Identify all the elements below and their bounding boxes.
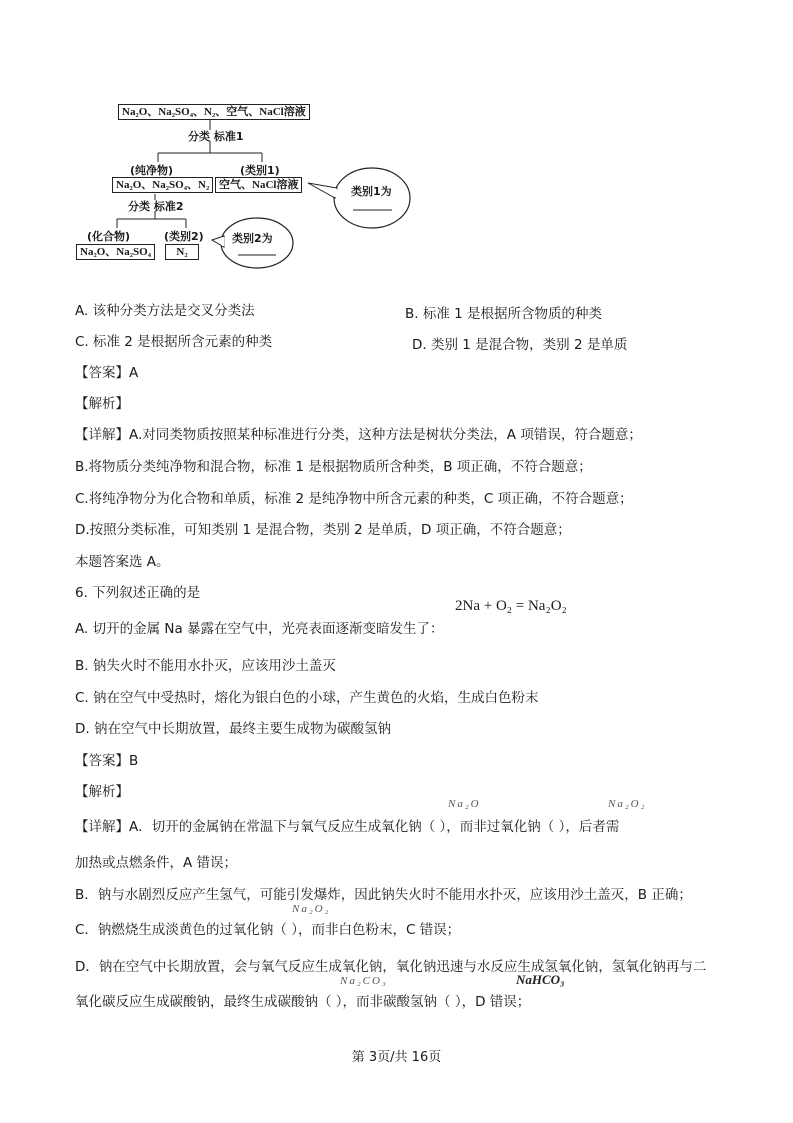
formula-na2o2-c: Na₂O₂ [292,903,331,915]
top-box: Na₂O、Na₂SO₄、N₂、空气、NaCl溶液 [118,104,310,120]
bubble1-text: 类别1为 [351,185,392,198]
q6-option-a: A. 切开的金属 Na 暴露在空气中，光亮表面逐渐变暗发生了： [75,621,444,637]
q6-equation: 2Na + O₂ = Na₂O₂ [455,598,567,614]
q6-detail-line-2: 加热或点燃条件，A 错误； [75,855,238,871]
category1-label: (类别1) [240,164,280,177]
q6-detail-line-5: D．钠在空气中长期放置，会与氧气反应生成氧化钠，氧化钠迅速与水反应生成氢氧化钠，氢氧化钠再与二 [75,959,707,975]
answer-tag: 【 答案 】 [75,753,129,769]
q6-detail-line-6: 氧化碳反应生成碳酸钠，最终生成碳酸钠（ ），而非碳酸氢钠（ ），D 错误； [75,994,531,1010]
q5-option-b: B. 标准 1 是根据所含物质的种类 [405,306,603,322]
q5-option-c: C. 标准 2 是根据所含元素的种类 [75,334,273,350]
q5-detail-line-2: B.将物质分类纯净物和混合物，标准 1 是根据物质所含种类，B 项正确，不符合题意； [75,459,592,475]
category2-box: N₂ [165,244,199,260]
standard1-label: 分类 标准1 [188,130,244,143]
q6-detail-line-4: C．钠燃烧生成淡黄色的过氧化钠（ ），而非白色粉末，C 错误； [75,922,461,938]
q6-option-c: C. 钠在空气中受热时，熔化为银白色的小球，产生黄色的火焰，生成白色粉末 [75,690,539,706]
q6-detail-line-1 [75,818,619,836]
q5-analysis [75,395,129,413]
pure-label: (纯净物) [130,164,174,177]
bubble2-text: 类别2为 [232,232,273,245]
answer-tag: 【 答案 】 [75,365,129,381]
q5-detail-line-3: C.将纯净物分为化合物和单质，标准 2 是纯净物中所含元素的种类，C 项正确，不符合题意； [75,491,633,507]
q6-analysis [75,783,129,801]
q6-option-d: D. 钠在空气中长期放置，最终主要生成物为碳酸氢钠 [75,721,391,737]
q5-option-d: D. 类别 1 是混合物，类别 2 是单质 [412,337,628,353]
q5-detail-text-1: A.对同类物质按照某种标准进行分类，这种方法是树状分类法，A 项错误，符合题意； [129,427,642,443]
q6-stem: 6. 下列叙述正确的是 [75,585,201,601]
q5-answer [75,364,138,382]
q6-option-b: B. 钠失火时不能用水扑灭，应该用沙土盖灭 [75,658,336,674]
pure-box: Na₂O、Na₂SO₄、N₂ [112,177,213,193]
q6-detail-line-3: B．钠与水剧烈反应产生氢气，可能引发爆炸，因此钠失火时不能用水扑灭，应该用沙土盖灭，B 正确； [75,887,692,903]
q6-answer [75,752,138,770]
page-footer: 第 3页/共 16页 [351,1050,442,1065]
q5-detail-line-4: D.按照分类标准，可知类别 1 是混合物，类别 2 是单质，D 项正确，不符合题意； [75,522,571,538]
compound-box: Na₂O、Na₂SO₄ [76,244,155,260]
formula-na2o: Na₂O [448,798,481,810]
category1-box: 空气、NaCl溶液 [215,177,302,193]
formula-nahco3: NaHCO₃ [516,972,565,987]
analysis-tag: 【 解析 】 [75,396,129,412]
q5-detail-line-1 [75,426,642,444]
standard2-label: 分类 标准2 [128,200,184,213]
q5-detail-line-5: 本题答案选 A。 [75,554,170,570]
detail-tag: 【 详解 】 [75,819,129,835]
formula-na2o2-a: Na₂O₂ [608,798,647,810]
q6-detail-text-1: A．切开的金属钠在常温下与氧气反应生成氧化钠（ ），而非过氧化钠（ ），后者需 [129,819,620,835]
analysis-tag: 【 解析 】 [75,784,129,800]
detail-tag: 【 详解 】 [75,427,129,443]
q6-answer-value: B [129,753,139,769]
category2-label: (类别2) [164,230,204,243]
q5-option-a: A. 该种分类方法是交叉分类法 [75,303,255,319]
formula-na2co3: Na₂CO₃ [340,975,388,987]
compound-label: (化合物) [87,230,131,243]
q5-answer-value: A [129,365,139,381]
